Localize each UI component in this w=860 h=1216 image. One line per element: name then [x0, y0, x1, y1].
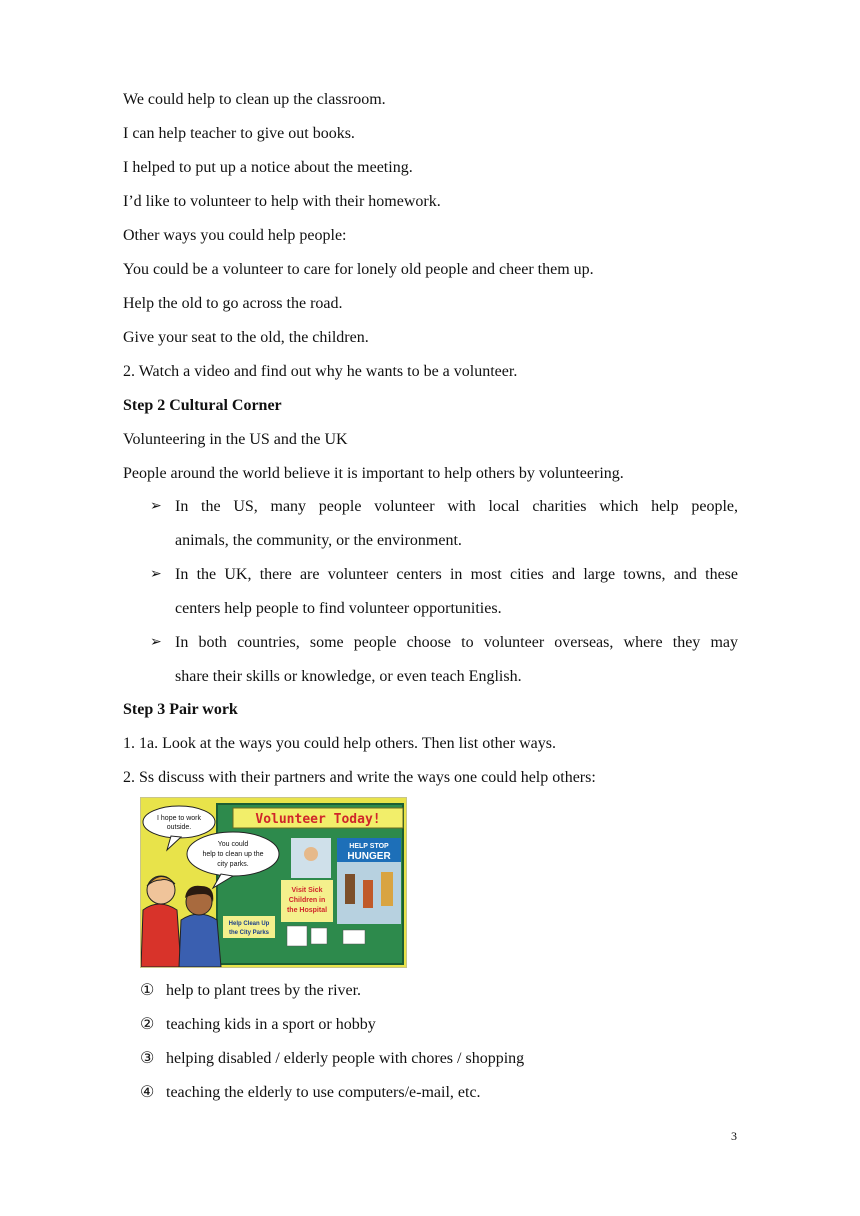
list-item [140, 1015, 376, 1035]
arrow-bullet-icon: ➢ [150, 635, 162, 650]
list-item [140, 981, 361, 1001]
bullet-item [150, 558, 738, 626]
bullet-item [150, 626, 738, 694]
list-text: teaching the elderly to use computers/e-mail, etc. [166, 1084, 481, 1101]
arrow-bullet-icon: ➢ [150, 499, 162, 514]
bubble1-line: I hope to work [157, 815, 201, 822]
list-item [140, 1049, 524, 1069]
list-text: help to plant trees by the river. [166, 982, 362, 999]
text-line: I’d like to volunteer to help with their homework. [123, 193, 441, 210]
list-number: ③ [140, 1050, 155, 1067]
poster-hospital-line: the Hospital [286, 907, 328, 914]
bullet-item [150, 490, 738, 558]
poster-hunger-line: HUNGER [347, 851, 391, 862]
step3-task1: 1. 1a. Look at the ways you could help others. Then list other ways. [123, 735, 556, 752]
poster-hunger-line: HELP STOP [349, 843, 389, 850]
text-line: Help the old to go across the road. [123, 295, 343, 312]
arrow-bullet-icon: ➢ [150, 567, 162, 582]
bullet-line: animals, the community, or the environment. [175, 532, 462, 549]
step3-heading: Step 3 Pair work [123, 701, 238, 718]
volunteer-illustration [140, 797, 407, 968]
text-line: I can help teacher to give out books. [123, 125, 355, 142]
bubble2-line: help to clean up the [202, 851, 264, 858]
list-number: ② [140, 1016, 155, 1033]
text-line: You could be a volunteer to care for lonely old people and cheer them up. [123, 261, 594, 278]
bubble2-line: You could [217, 841, 249, 848]
step2-intro: People around the world believe it is important to help others by volunteering. [123, 465, 624, 482]
text-line: We could help to clean up the classroom. [123, 91, 386, 108]
bubble2-line: city parks. [217, 861, 249, 868]
step2-subtitle: Volunteering in the US and the UK [123, 431, 348, 448]
list-text: helping disabled / elderly people with chores / shopping [166, 1050, 525, 1067]
step2-heading: Step 2 Cultural Corner [123, 397, 282, 414]
poster-hospital-line: Children in [288, 897, 326, 904]
page-number: 3 [731, 1129, 737, 1143]
text-line: Give your seat to the old, the children. [123, 329, 369, 346]
bullet-line: In the US, many people volunteer with local charities which help people, [175, 498, 738, 515]
bullet-line: In both countries, some people choose to volunteer overseas, where they may [175, 634, 738, 651]
bullet-line: centers help people to find volunteer opportunities. [175, 600, 502, 617]
list-text: teaching kids in a sport or hobby [166, 1016, 376, 1033]
poster-parks-line: Help Clean Up [228, 921, 270, 927]
list-number: ④ [140, 1084, 155, 1101]
banner-text: Volunteer Today! [255, 812, 381, 827]
list-item [140, 1083, 481, 1103]
poster-parks-line: the City Parks [228, 930, 270, 936]
poster-hospital-line: Visit Sick [291, 887, 323, 894]
bubble1-line: outside. [166, 824, 192, 831]
text-line: I helped to put up a notice about the meeting. [123, 159, 413, 176]
bullet-line: In the UK, there are volunteer centers in most cities and large towns, and these [175, 566, 738, 583]
text-line: Other ways you could help people: [123, 227, 347, 244]
list-number: ① [140, 982, 155, 999]
bullet-line: share their skills or knowledge, or even teach English. [175, 668, 522, 685]
text-line: 2. Watch a video and find out why he wants to be a volunteer. [123, 363, 518, 380]
step3-task2: 2. Ss discuss with their partners and write the ways one could help others: [123, 769, 596, 786]
